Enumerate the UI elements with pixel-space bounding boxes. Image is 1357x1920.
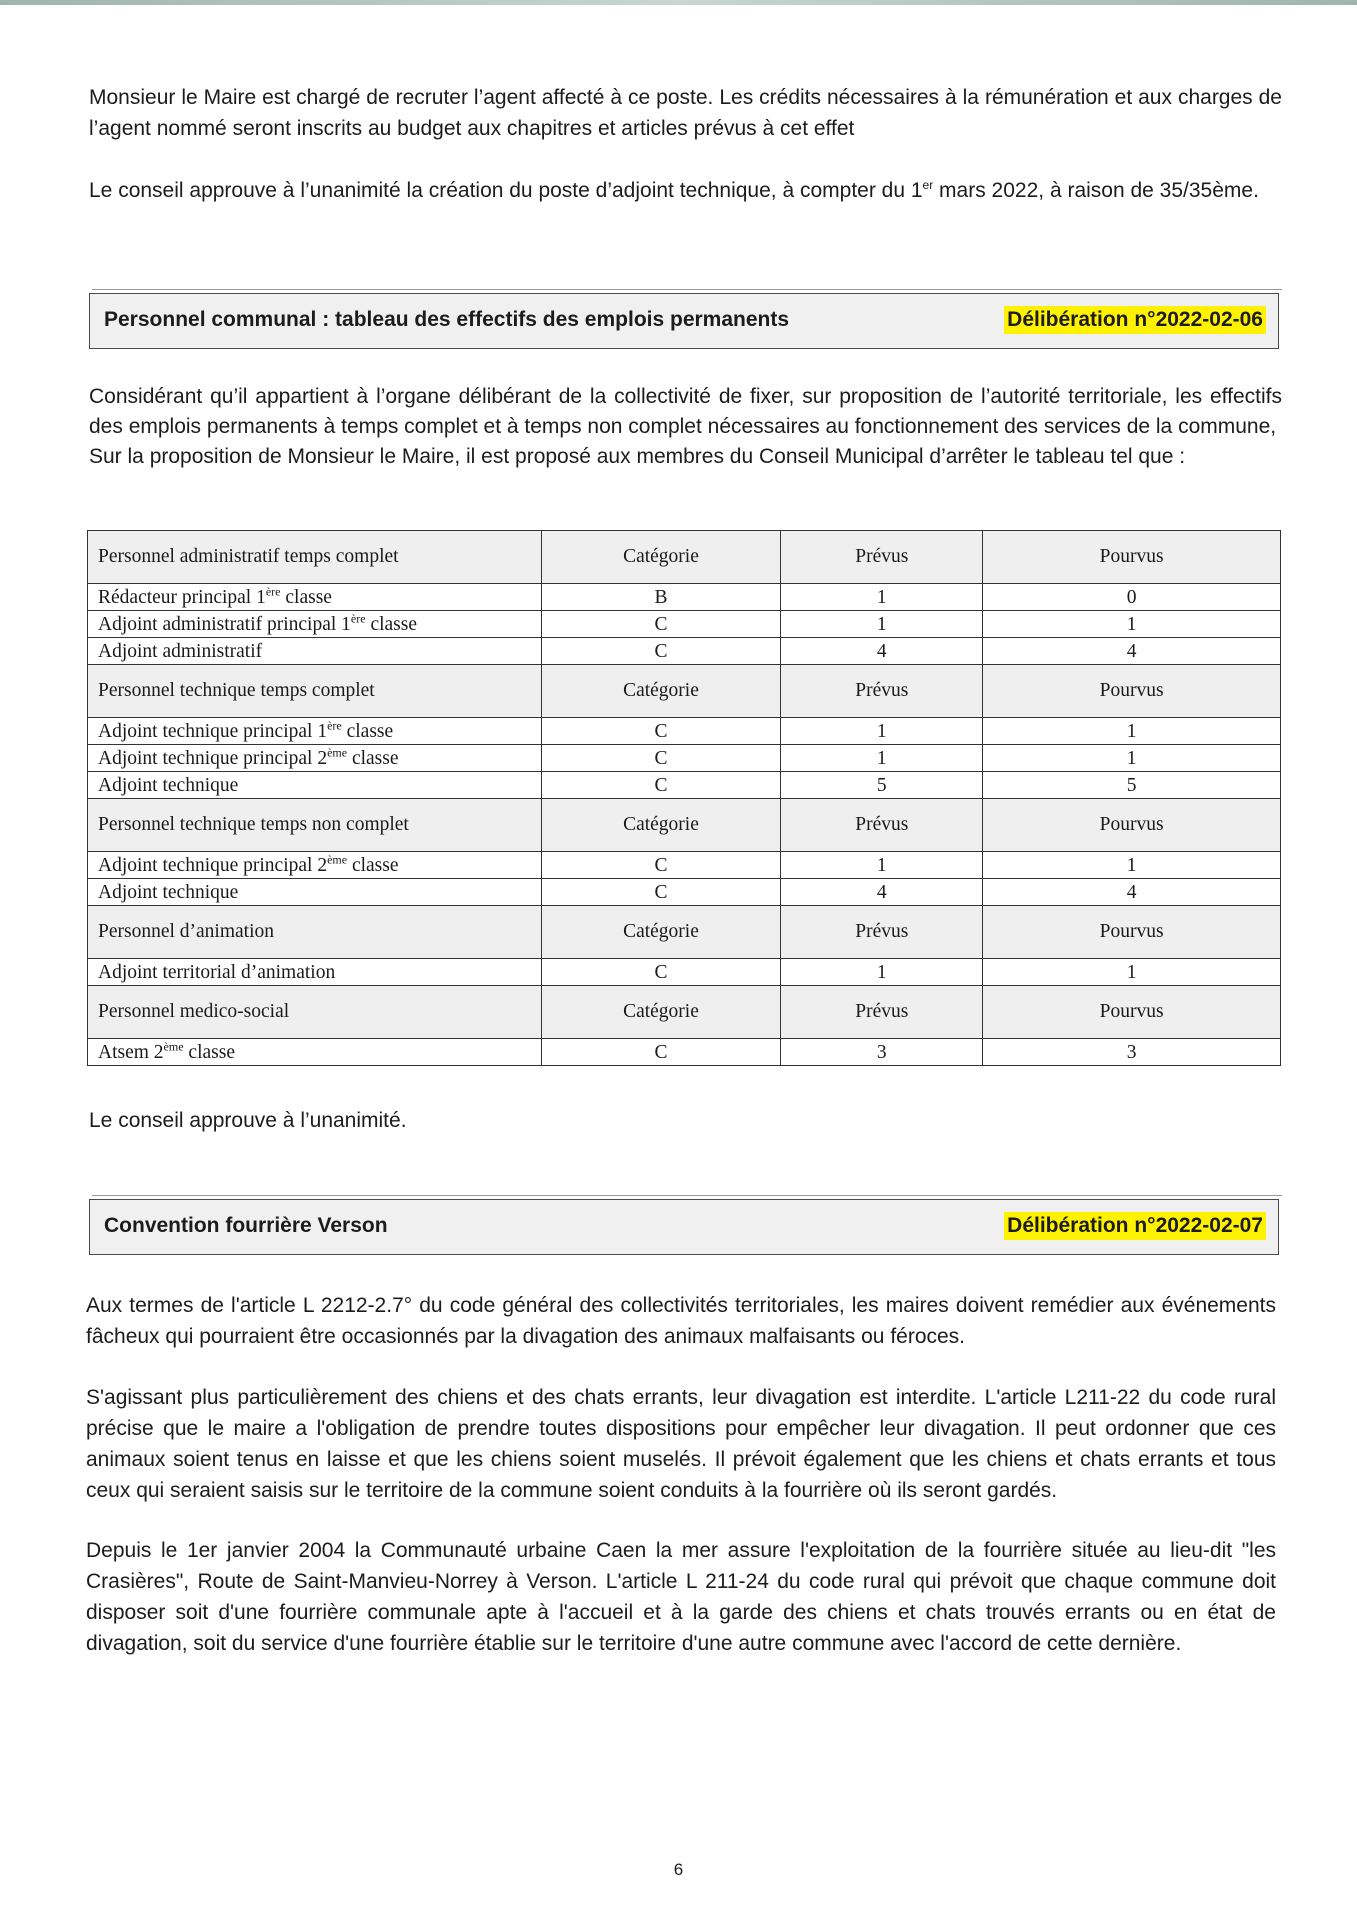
paragraph-chiens-chats: S'agissant plus particulièrement des chiens et des chats errants, leur divagation est interdite. L'article L211-22 du code rural précise que le maire a l'obligation de prendre toutes dispositions pour empêcher leur divagation. Il peut ordonner que ces animaux soient tenus en laisse et que les chiens soient muselés. Il prévoit également que les chiens et chats errants et tous ceux qui seraient saisis sur le territoire de la commune soient conduits à la fourrière où ils seront gardés. xyxy=(86,1386,1276,1502)
table-row xyxy=(88,772,1281,799)
paragraph-approbation-poste xyxy=(89,175,1282,206)
grade-name: Adjoint territorial d’animation xyxy=(98,962,336,983)
table-row xyxy=(88,638,1281,665)
top-rule xyxy=(0,0,1357,5)
categorie-cell: C xyxy=(541,638,781,665)
col-pourvus-header: Pourvus xyxy=(983,665,1281,718)
group-title: Personnel medico-social xyxy=(88,986,542,1039)
col-prevus-header: Prévus xyxy=(781,665,983,718)
proposition-text: Sur la proposition de Monsieur le Maire, il est proposé aux membres du Conseil Municipal d’arrêter le tableau tel que : xyxy=(89,445,1186,468)
table-row xyxy=(88,745,1281,772)
pourvus-cell: 1 xyxy=(983,718,1281,745)
categorie-cell: C xyxy=(541,718,781,745)
categorie-cell: C xyxy=(541,879,781,906)
table-row xyxy=(88,718,1281,745)
col-categorie-header: Catégorie xyxy=(541,665,781,718)
table-row xyxy=(88,1039,1281,1066)
table-group-header xyxy=(88,906,1281,959)
grade-label xyxy=(88,638,542,665)
pourvus-cell: 3 xyxy=(983,1039,1281,1066)
grade-label xyxy=(88,1039,542,1066)
grade-name: Atsem 2 xyxy=(98,1042,164,1063)
pourvus-cell: 4 xyxy=(983,879,1281,906)
prevus-cell: 4 xyxy=(781,879,983,906)
table-row xyxy=(88,852,1281,879)
pourvus-cell: 4 xyxy=(983,638,1281,665)
grade-suffix: classe xyxy=(280,587,332,608)
pourvus-cell: 0 xyxy=(983,584,1281,611)
prevus-cell: 1 xyxy=(781,852,983,879)
group-title: Personnel technique temps complet xyxy=(88,665,542,718)
grade-sup: ème xyxy=(327,852,348,867)
paragraph-considerant xyxy=(89,382,1282,472)
grade-sup: ème xyxy=(327,745,348,760)
page-number: 6 xyxy=(673,1860,684,1879)
table-row xyxy=(88,584,1281,611)
table-row xyxy=(88,879,1281,906)
considerant-text: Considérant qu’il appartient à l’organe délibérant de la collectivité de fixer, sur proposition de l’autorité territoriale, les effectifs des emplois permanents à temps complet et à temps non complet nécessaires au fonctionnement des services de la commune, xyxy=(89,385,1282,438)
grade-suffix: classe xyxy=(183,1042,235,1063)
pourvus-cell: 5 xyxy=(983,772,1281,799)
paragraph-article-l2212: Aux termes de l'article L 2212-2.7° du code général des collectivités territoriales, les maires doivent remédier aux événements fâcheux qui pourraient être occasionnés par la divagation des animaux malfaisants ou féroces. xyxy=(86,1294,1276,1348)
deliberation-number: Délibération n°2022-02-06 xyxy=(1004,306,1266,334)
approbation-sup: er xyxy=(922,178,934,192)
grade-name: Adjoint technique principal 2 xyxy=(98,855,328,876)
deliberation-number: Délibération n°2022-02-07 xyxy=(1004,1212,1266,1240)
categorie-cell: C xyxy=(541,772,781,799)
table-group-header xyxy=(88,531,1281,584)
grade-label xyxy=(88,959,542,986)
paragraph-recrutement: Monsieur le Maire est chargé de recruter l’agent affecté à ce poste. Les crédits nécessaires à la rémunération et aux charges de l’agent nommé seront inscrits au budget aux chapitres et articles prévus à cet effet xyxy=(89,86,1282,140)
pourvus-cell: 1 xyxy=(983,611,1281,638)
grade-label xyxy=(88,718,542,745)
pourvus-cell: 1 xyxy=(983,745,1281,772)
col-prevus-header: Prévus xyxy=(781,531,983,584)
grade-suffix: classe xyxy=(341,721,394,742)
pourvus-cell: 1 xyxy=(983,852,1281,879)
prevus-cell: 1 xyxy=(781,718,983,745)
group-title: Personnel technique temps non complet xyxy=(88,799,542,852)
grade-name: Adjoint technique principal 1 xyxy=(98,721,328,742)
col-pourvus-header: Pourvus xyxy=(983,799,1281,852)
categorie-cell: C xyxy=(541,745,781,772)
section-header-fourriere xyxy=(89,1199,1279,1255)
section-title: Personnel communal : tableau des effectifs des emplois permanents xyxy=(104,308,790,331)
table-row xyxy=(88,611,1281,638)
col-categorie-header: Catégorie xyxy=(541,906,781,959)
table-row xyxy=(88,959,1281,986)
col-categorie-header: Catégorie xyxy=(541,531,781,584)
categorie-cell: C xyxy=(541,611,781,638)
group-title: Personnel administratif temps complet xyxy=(88,531,542,584)
paragraph-approbation-tableau: Le conseil approuve à l’unanimité. xyxy=(89,1109,407,1132)
effectifs-table xyxy=(87,530,1281,1066)
col-pourvus-header: Pourvus xyxy=(983,531,1281,584)
categorie-cell: C xyxy=(541,959,781,986)
grade-name: Rédacteur principal 1 xyxy=(98,587,266,608)
table-group-header xyxy=(88,986,1281,1039)
grade-name: Adjoint technique principal 2 xyxy=(98,748,328,769)
grade-suffix: classe xyxy=(347,855,399,876)
grade-suffix: classe xyxy=(365,614,418,635)
categorie-cell: C xyxy=(541,852,781,879)
prevus-cell: 4 xyxy=(781,638,983,665)
group-title: Personnel d’animation xyxy=(88,906,542,959)
categorie-cell: B xyxy=(541,584,781,611)
categorie-cell: C xyxy=(541,1039,781,1066)
paragraph-fourriere-verson: Depuis le 1er janvier 2004 la Communauté urbaine Caen la mer assure l'exploitation de la fourrière située au lieu-dit "les Crasières", Route de Saint-Manvieu-Norrey à Verson. L'article L 211-24 du code rural qui prévoit que chaque commune doit disposer soit d'une fourrière communale apte à l'accueil et à la garde des chiens et chats trouvés errants ou en état de divagation, soit du service d'une fourrière établie sur le territoire d'une autre commune avec l'accord de cette dernière. xyxy=(86,1539,1276,1655)
prevus-cell: 1 xyxy=(781,584,983,611)
grade-label xyxy=(88,852,542,879)
pourvus-cell: 1 xyxy=(983,959,1281,986)
approbation-text-b: mars 2022, à raison de 35/35ème. xyxy=(933,179,1259,202)
col-prevus-header: Prévus xyxy=(781,799,983,852)
table-group-header xyxy=(88,799,1281,852)
prevus-cell: 1 xyxy=(781,611,983,638)
grade-sup: ère xyxy=(350,611,366,626)
grade-name: Adjoint technique xyxy=(98,882,239,903)
grade-label xyxy=(88,772,542,799)
col-pourvus-header: Pourvus xyxy=(983,986,1281,1039)
table-group-header xyxy=(88,665,1281,718)
col-pourvus-header: Pourvus xyxy=(983,906,1281,959)
prevus-cell: 1 xyxy=(781,959,983,986)
col-categorie-header: Catégorie xyxy=(541,799,781,852)
grade-name: Adjoint technique xyxy=(98,775,239,796)
grade-suffix: classe xyxy=(347,748,399,769)
grade-name: Adjoint administratif principal 1 xyxy=(98,614,351,635)
effectifs-table-body xyxy=(88,531,1281,1066)
col-categorie-header: Catégorie xyxy=(541,986,781,1039)
approbation-text-a: Le conseil approuve à l’unanimité la création du poste d’adjoint technique, à compter du 1 xyxy=(89,179,923,202)
grade-label xyxy=(88,879,542,906)
prevus-cell: 1 xyxy=(781,745,983,772)
grade-sup: ère xyxy=(265,584,281,599)
prevus-cell: 5 xyxy=(781,772,983,799)
grade-sup: ème xyxy=(163,1039,184,1054)
grade-label xyxy=(88,745,542,772)
col-prevus-header: Prévus xyxy=(781,986,983,1039)
section-title: Convention fourrière Verson xyxy=(104,1214,388,1237)
grade-label xyxy=(88,611,542,638)
grade-sup: ère xyxy=(327,718,342,733)
section-header-effectifs xyxy=(89,293,1279,349)
col-prevus-header: Prévus xyxy=(781,906,983,959)
grade-label xyxy=(88,584,542,611)
grade-name: Adjoint administratif xyxy=(98,641,263,662)
prevus-cell: 3 xyxy=(781,1039,983,1066)
